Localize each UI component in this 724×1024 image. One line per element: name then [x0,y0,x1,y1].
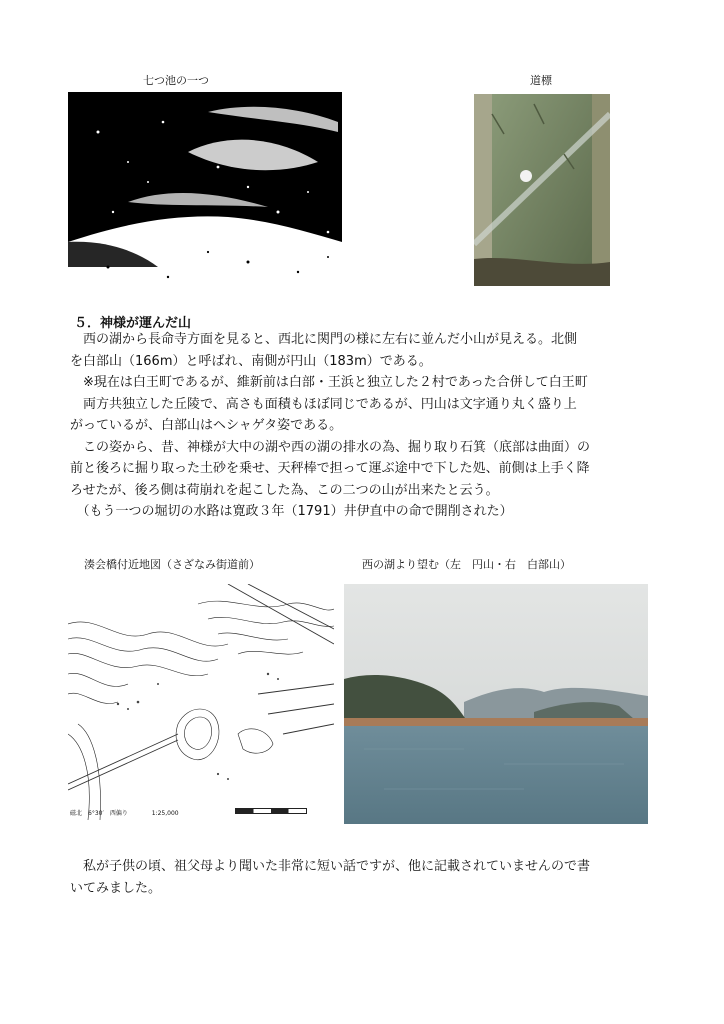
pond-photo [68,92,342,288]
body-line: （もう一つの堀切の水路は寛政３年（1791）井伊直中の命で開削された） [70,504,513,519]
lake-photo [344,584,648,824]
signpost-photo-caption: 道標 [530,74,552,87]
map-scale-bar [235,808,307,814]
body-line: ろせたが、後ろ側は荷崩れを起こした為、この二つの山が出来たと云う。 [70,482,499,498]
closing-paragraph [70,856,590,899]
body-line: 両方共独立した丘陵で、高さも面積もほぼ同じであるが、円山は文字通り丸く盛り上 [70,396,577,412]
lake-photo-caption: 西の湖より望む（左 円山・右 白部山） [362,558,571,571]
closing-line: いてみました。 [70,880,162,896]
section-heading: ５．神様が運んだ山 [74,316,192,331]
map-scale: 1:25,000 [151,810,179,817]
body-line: 前と後ろに掘り取った土砂を乗せ、天秤棒で担って運ぶ途中で下した処、前側は上手く降 [70,461,590,476]
signpost-photo [474,94,610,286]
topographic-map [68,584,334,820]
map-declination: 磁北 6°30′ 西偏り [70,810,128,817]
body-line: がっているが、白部山はヘシャゲタ姿である。 [70,418,343,433]
body-line: を白部山（166m）と呼ばれ、南側が円山（183m）である。 [70,353,432,369]
body-line: 西の湖から長命寺方面を見ると、西北に関門の様に左右に並んだ小山が見える。北側 [70,332,578,347]
closing-line: 私が子供の頃、祖父母より聞いた非常に短い話ですが、他に記載されていませんので書 [70,859,591,874]
body-line: ※現在は白王町であるが、維新前は白部・王浜と独立した２村であった合併して白王町 [70,375,588,390]
pond-photo-caption: 七つ池の一つ [143,74,209,87]
map-caption: 湊会橋付近地図（さざなみ街道前） [84,558,260,571]
body-paragraphs [70,329,590,523]
map-footer [70,808,179,817]
body-line: この姿から、昔、神様が大中の湖や西の湖の排水の為、掘り取り石箕（底部は曲面）の [70,439,591,455]
